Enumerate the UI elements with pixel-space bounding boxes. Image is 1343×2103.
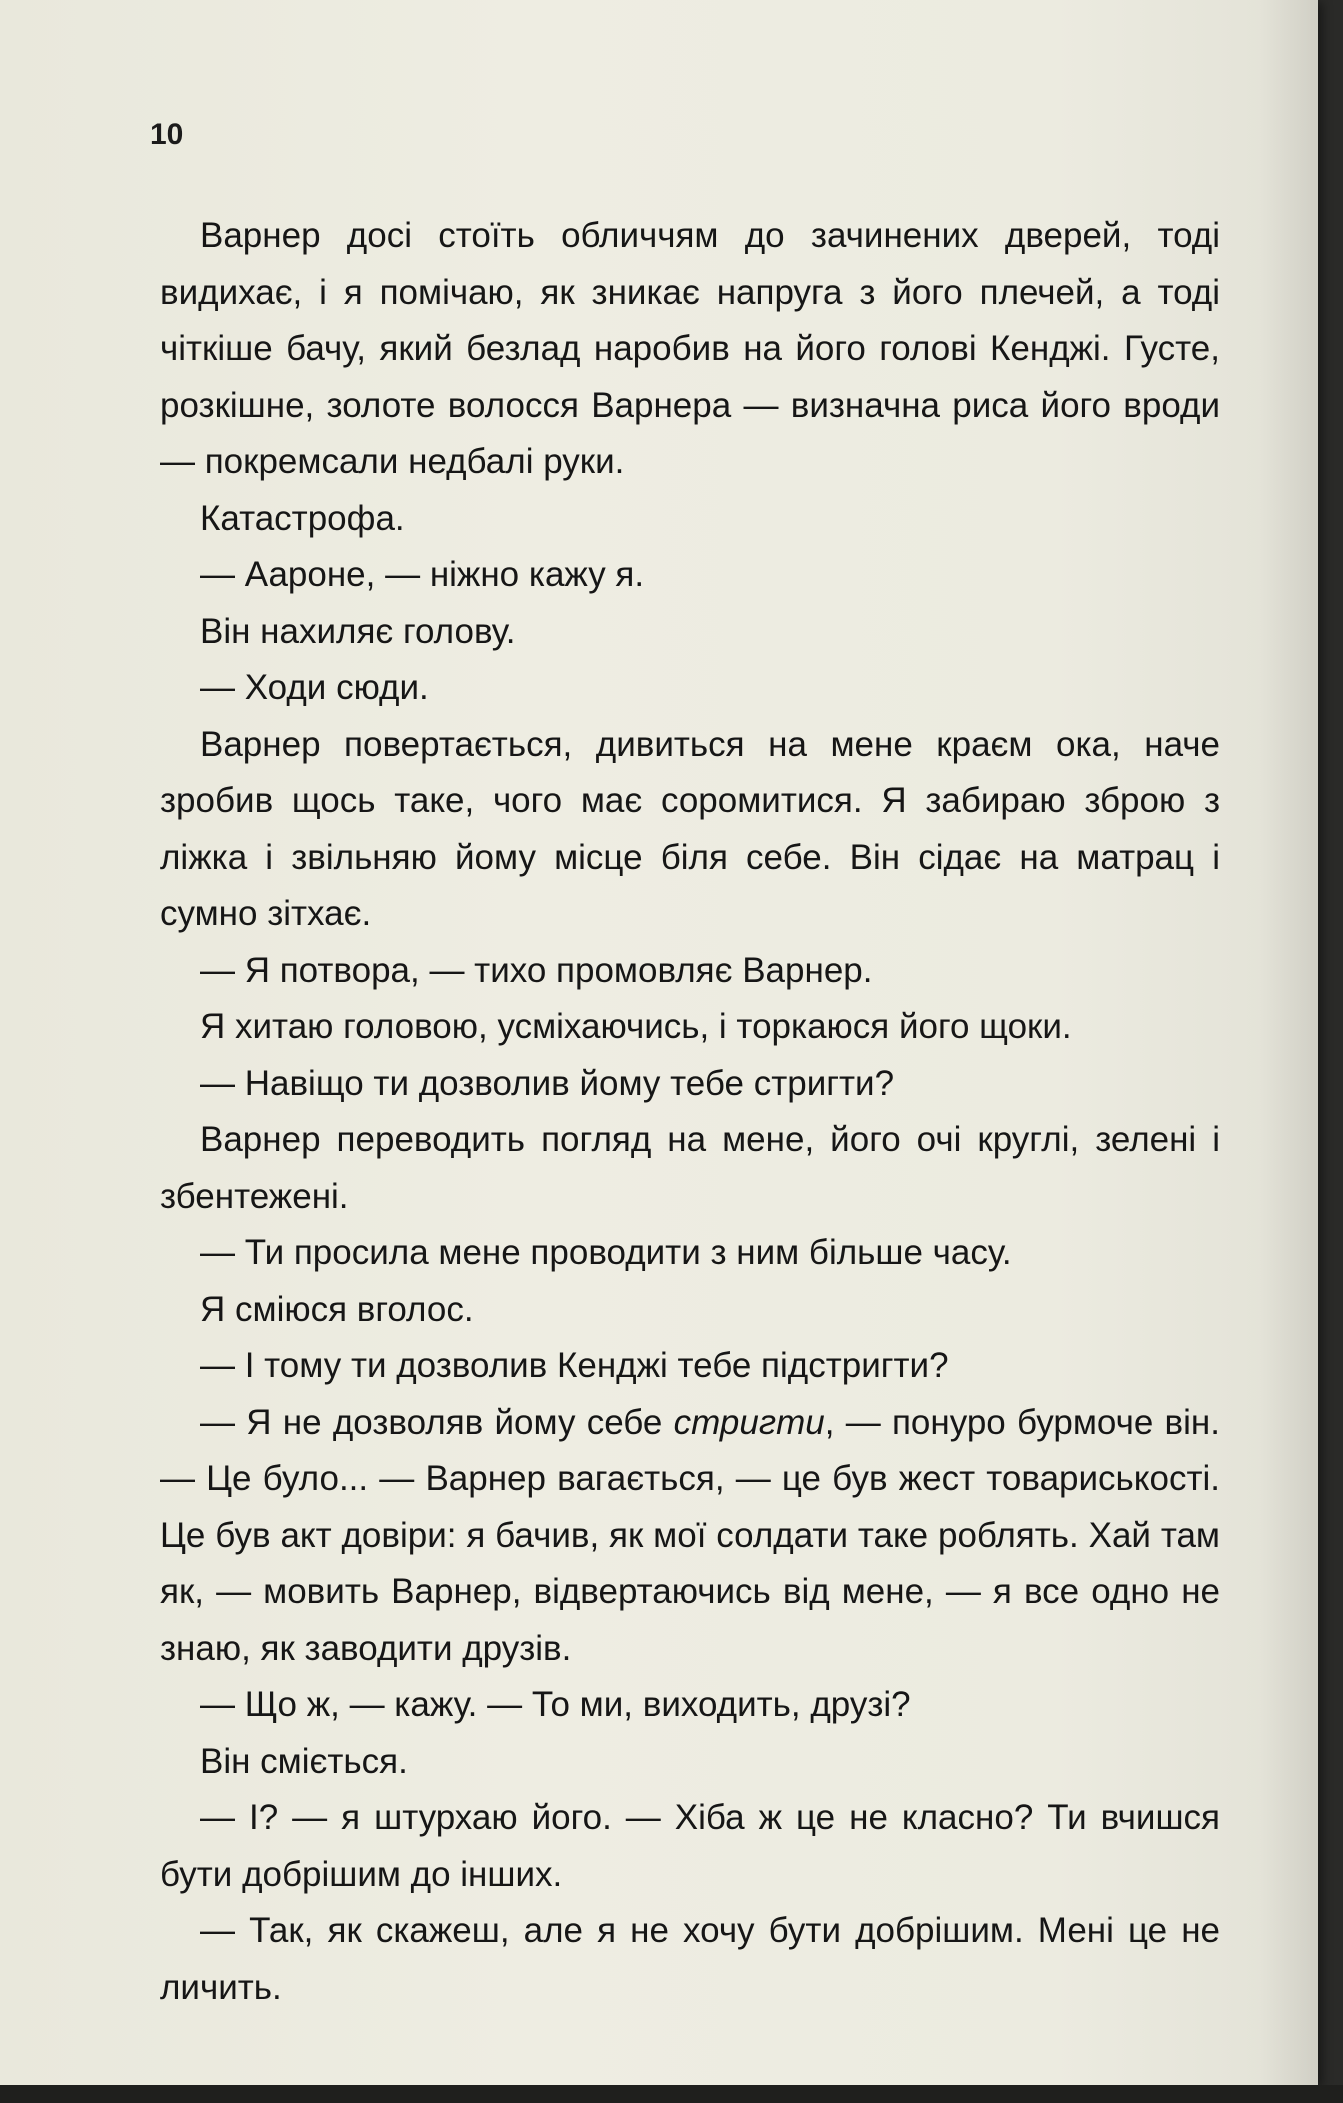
paragraph-17: — І? — я штурхаю його. — Хіба ж це не класно? Ти вчишся бути добрішим до інших. xyxy=(160,1798,1220,1894)
page-number: 10 xyxy=(150,118,184,151)
paragraph-3: — Аароне, — ніжно кажу я. xyxy=(200,555,645,594)
paragraph-16: Він сміється. xyxy=(200,1741,408,1781)
paragraph-4: Він нахиляє голову. xyxy=(200,611,516,651)
paragraph-7: — Я потвора, — тихо промовляє Варнер. xyxy=(200,950,873,990)
emphasis-word: стригти xyxy=(673,1402,825,1442)
paragraph-6: Варнер повертається, дивиться на мене краєм ока, наче зробив щось таке, чого має соромитися. Я забираю зброю з ліжка і звільняю йому місце біля себе. Він сідає на матрац і сумно зітхає. xyxy=(160,724,1220,933)
paragraph-10: Варнер переводить погляд на мене, його очі круглі, зелені і збентежені. xyxy=(160,1120,1220,1216)
paragraph-14-after: , — понуро бурмоче він. — Це було... — Варнер вагається, — це був жест товариськості. Це був акт довіри: я бачив, як мої солдати таке роблять. Хай там як, — мовить Варнер, відвертаючись від мене, — я все одно не знаю, як заводити друзів. xyxy=(160,1402,1220,1668)
paragraph-18: — Так, як скажеш, але я не хочу бути добрішим. Мені це не личить. xyxy=(160,1911,1220,2007)
paragraph-12: Я сміюся вголос. xyxy=(200,1289,474,1329)
paragraph-9: — Навіщо ти дозволив йому тебе стригти? xyxy=(200,1063,895,1103)
paragraph-11: — Ти просила мене проводити з ним більше часу. xyxy=(200,1233,1012,1272)
paragraph-15: — Що ж, — кажу. — То ми, виходить, друзі? xyxy=(200,1685,911,1724)
paragraph-14-before: — Я не дозволяв йому себе xyxy=(200,1402,674,1442)
paragraph-8: Я хитаю головою, усміхаючись, і торкаюся його щоки. xyxy=(200,1007,1072,1046)
paragraph-5: — Ходи сюди. xyxy=(200,668,429,707)
paragraph-2: Катастрофа. xyxy=(200,498,405,538)
text-body xyxy=(160,208,1220,2016)
paragraph-13: — І тому ти дозволив Кенджі тебе підстригти? xyxy=(200,1346,949,1385)
paragraph-1: Варнер досі стоїть обличчям до зачинених дверей, тоді видихає, і я помічаю, як зникає напруга з його плечей, а тоді чіткіше бачу, який безлад наробив на його голові Кенджі. Густе, розкішне, золоте волосся Варнера — визначна риса його вроди — покремсали недбалі руки. xyxy=(160,216,1220,481)
bottom-edge xyxy=(0,2085,1343,2103)
paragraph-14 xyxy=(160,1395,1220,1678)
